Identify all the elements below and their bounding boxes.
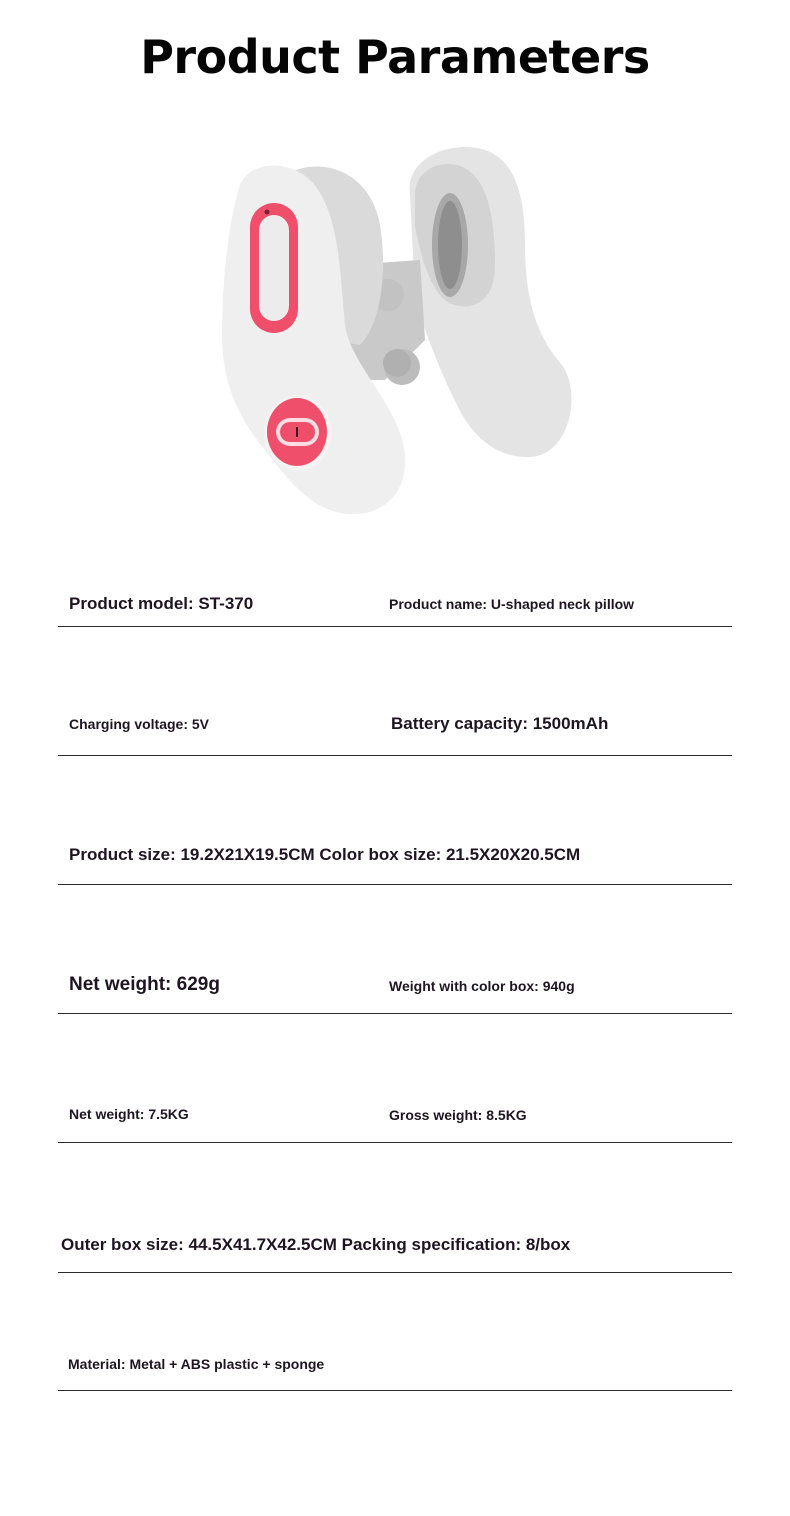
divider	[58, 1272, 732, 1273]
divider	[58, 884, 732, 885]
divider	[58, 1142, 732, 1143]
divider	[58, 1013, 732, 1014]
param-product-name: Product name: U-shaped neck pillow	[389, 596, 635, 612]
page-title: Product Parameters	[140, 30, 650, 84]
param-charging-voltage: Charging voltage: 5V	[69, 716, 210, 732]
param-outer-box-size: Outer box size: 44.5X41.7X42.5CM Packing specification: 8/box	[61, 1235, 571, 1254]
param-battery-capacity: Battery capacity: 1500mAh	[391, 714, 609, 733]
param-product-model: Product model: ST-370	[69, 594, 254, 613]
param-net-weight: Net weight: 629g	[69, 974, 220, 995]
divider	[58, 755, 732, 756]
param-weight-with-box: Weight with color box: 940g	[389, 978, 575, 994]
divider	[58, 1390, 732, 1391]
param-material: Material: Metal + ABS plastic + sponge	[68, 1356, 325, 1372]
param-gross-weight: Gross weight: 8.5KG	[389, 1107, 527, 1123]
neck-pillow-image	[210, 135, 580, 530]
param-product-size: Product size: 19.2X21X19.5CM Color box size: 21.5X20X20.5CM	[69, 845, 581, 864]
param-carton-net-weight: Net weight: 7.5KG	[69, 1106, 189, 1122]
divider	[58, 626, 732, 627]
